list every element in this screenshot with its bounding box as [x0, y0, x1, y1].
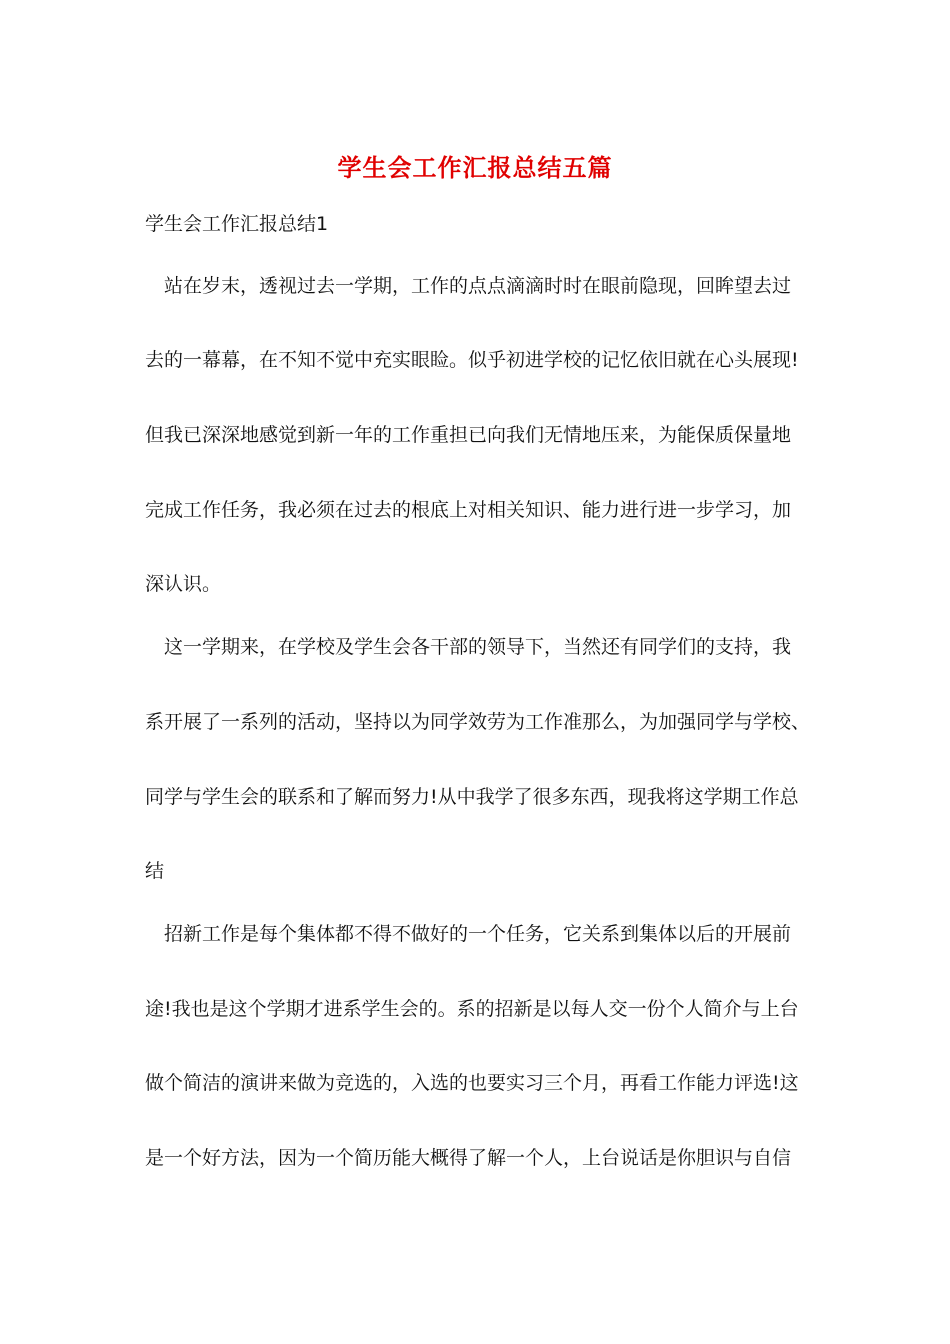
- paragraph-line: 同学与学生会的联系和了解而努力!从中我学了很多东西，现我将这学期工作总: [145, 786, 799, 808]
- paragraph-line: 这一学期来，在学校及学生会各干部的领导下，当然还有同学们的支持，我: [164, 636, 792, 658]
- paragraph-line: 去的一幕幕，在不知不觉中充实眼睑。似乎初进学校的记忆依旧就在心头展现!: [145, 349, 799, 371]
- paragraph-line: 结: [145, 860, 165, 882]
- paragraph-line: 途!我也是这个学期才进系学生会的。系的招新是以每人交一份个人简介与上台: [145, 998, 799, 1020]
- paragraph-line: 招新工作是每个集体都不得不做好的一个任务，它关系到集体以后的开展前: [164, 923, 792, 945]
- paragraph-line: 完成工作任务，我必须在过去的根底上对相关知识、能力进行进一步学习，加: [145, 499, 792, 521]
- paragraph-line: 做个简洁的演讲来做为竞选的，入选的也要实习三个月，再看工作能力评选!这: [145, 1072, 799, 1094]
- paragraph-line: 站在岁末，透视过去一学期，工作的点点滴滴时时在眼前隐现，回眸望去过: [164, 275, 792, 297]
- section-heading: 学生会工作汇报总结1: [145, 213, 329, 235]
- paragraph-line: 是一个好方法，因为一个简历能大概得了解一个人，上台说话是你胆识与自信: [145, 1147, 792, 1169]
- paragraph-line: 但我已深深地感觉到新一年的工作重担已向我们无情地压来，为能保质保量地: [145, 424, 792, 446]
- paragraph-line: 深认识。: [145, 573, 222, 595]
- document-title: 学生会工作汇报总结五篇: [337, 154, 613, 182]
- paragraph-line: 系开展了一系列的活动，坚持以为同学效劳为工作准那么，为加强同学与学校、: [145, 711, 811, 733]
